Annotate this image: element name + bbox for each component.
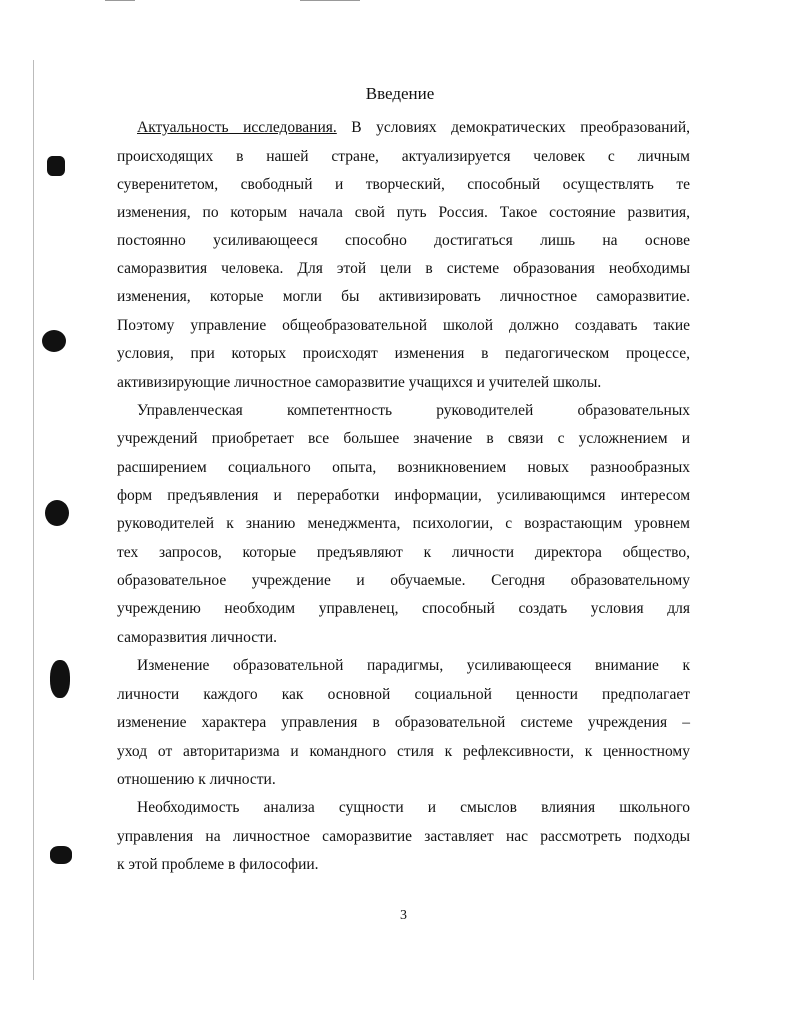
text-line xyxy=(117,827,690,847)
line-text: учреждений приобретает все большее значение в связи с усложнением и xyxy=(117,430,690,447)
line-text: учреждению необходим управленец, способный создать условия для xyxy=(117,600,690,617)
line-text: отношению к личности. xyxy=(117,771,276,788)
line-text: В условиях демократических преобразований, xyxy=(336,119,691,136)
text-line xyxy=(117,599,690,619)
text-line xyxy=(117,514,690,534)
line-text: Изменение образовательной парадигмы, усиливающееся внимание к xyxy=(137,657,690,674)
scan-mark xyxy=(105,0,135,1)
text-line xyxy=(117,231,690,251)
scan-mark xyxy=(300,0,360,1)
text-line xyxy=(117,373,690,393)
line-text: происходящих в нашей стране, актуализируется человек с личным xyxy=(117,148,690,165)
line-text: Необходимость анализа сущности и смыслов влияния школьного xyxy=(137,799,690,816)
line-text: саморазвития человека. Для этой цели в системе образования необходимы xyxy=(117,260,690,277)
line-text: постоянно усиливающееся способно достигаться лишь на основе xyxy=(117,232,690,249)
line-text: изменения, которые могли бы активизировать личностное саморазвитие. xyxy=(117,288,690,305)
text-line xyxy=(117,742,690,762)
text-line xyxy=(117,203,690,223)
line-text: Поэтому управление общеобразовательной школой должно создавать такие xyxy=(117,317,690,334)
text-line xyxy=(117,685,690,705)
line-text: управления на личностное саморазвитие заставляет нас рассмотреть подходы xyxy=(117,828,690,845)
line-text: форм предъявления и переработки информации, усиливающимся интересом xyxy=(117,487,690,504)
line-text: изменения, по которым начала свой путь Россия. Такое состояние развития, xyxy=(117,204,690,221)
text-line xyxy=(117,770,690,790)
text-line xyxy=(137,798,690,818)
text-line xyxy=(117,287,690,307)
punch-hole-mark xyxy=(50,660,70,698)
text-line xyxy=(117,628,690,648)
punch-hole-mark xyxy=(50,846,72,864)
text-line xyxy=(117,429,690,449)
text-line xyxy=(117,259,690,279)
punch-hole-mark xyxy=(42,330,66,352)
punch-hole-mark xyxy=(45,500,69,526)
punch-hole-mark xyxy=(47,156,65,176)
line-text: условия, при которых происходят изменения в педагогическом процессе, xyxy=(117,345,690,362)
text-line xyxy=(117,458,690,478)
text-line xyxy=(117,344,690,364)
scan-edge xyxy=(33,60,34,980)
line-text: изменение характера управления в образовательной системе учреждения – xyxy=(117,714,690,731)
line-text: образовательное учреждение и обучаемые. Сегодня образовательному xyxy=(117,572,690,589)
text-line xyxy=(117,543,690,563)
text-line xyxy=(117,175,690,195)
text-line xyxy=(117,713,690,733)
line-text: личности каждого как основной социальной ценности предполагает xyxy=(117,686,690,703)
underlined-heading: Актуальность исследования. xyxy=(137,119,337,136)
page-number: 3 xyxy=(400,908,407,923)
text-line xyxy=(117,855,690,875)
text-line xyxy=(137,656,690,676)
line-text: Управленческая компетентность руководителей образовательных xyxy=(137,402,690,419)
line-text: активизирующие личностное саморазвитие учащихся и учителей школы. xyxy=(117,374,602,391)
line-text: к этой проблеме в философии. xyxy=(117,856,319,873)
section-title: Введение xyxy=(365,84,435,103)
line-text: тех запросов, которые предъявляют к личности директора общество, xyxy=(117,544,690,561)
line-text: руководителей к знанию менеджмента, психологии, с возрастающим уровнем xyxy=(117,515,690,532)
text-line xyxy=(117,571,690,591)
line-text: расширением социального опыта, возникновением новых разнообразных xyxy=(117,459,690,476)
text-line xyxy=(137,118,690,138)
line-text: саморазвития личности. xyxy=(117,629,278,646)
text-line xyxy=(117,486,690,506)
line-text: уход от авторитаризма и командного стиля к рефлексивности, к ценностному xyxy=(117,743,690,760)
line-text: суверенитетом, свободный и творческий, способный осуществлять те xyxy=(117,176,690,193)
text-line xyxy=(137,401,690,421)
text-line xyxy=(117,147,690,167)
text-line xyxy=(117,316,690,336)
